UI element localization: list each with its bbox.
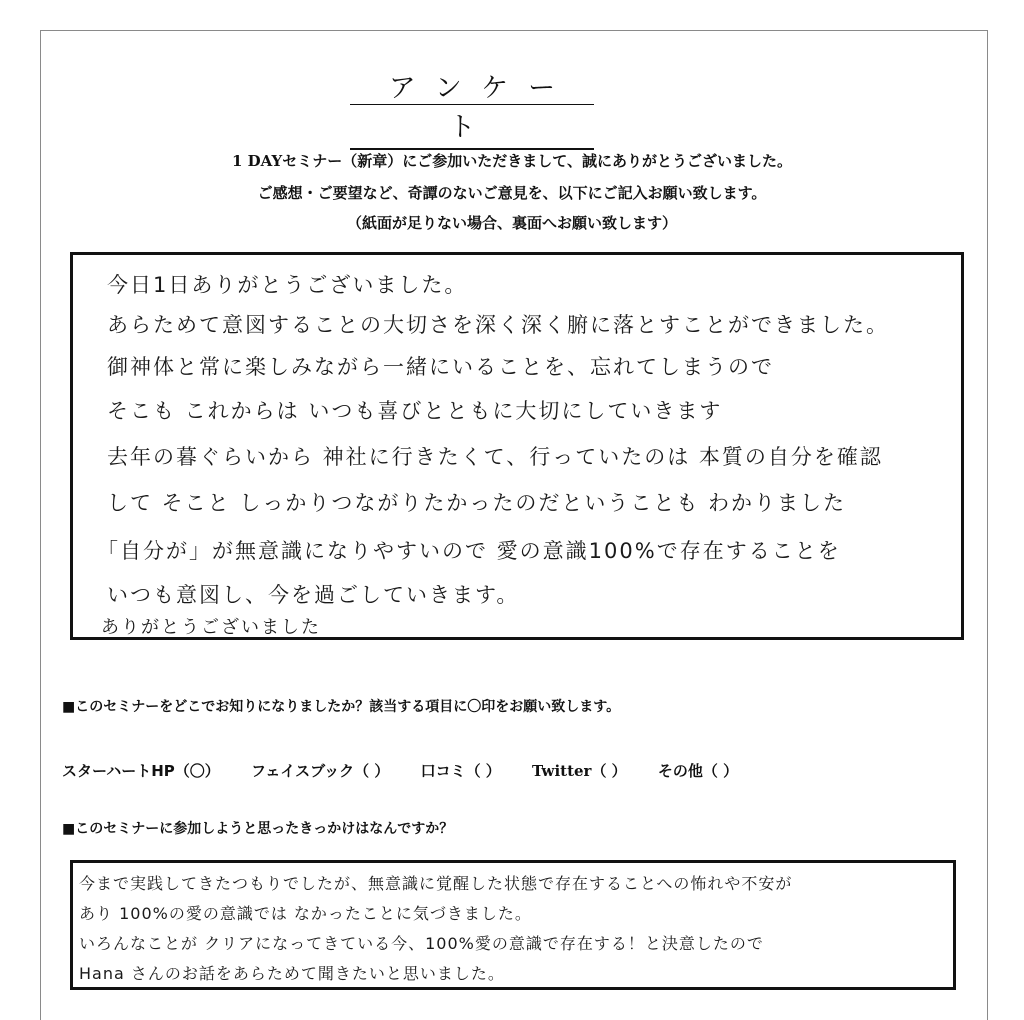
answer-line: Hana さんのお話をあらためて聞きたいと思いました。 <box>79 964 505 983</box>
answer-line: あらためて意図することの大切さを深く深く腑に落とすことができました。 <box>107 313 889 337</box>
answer-line: あり 100%の愛の意識では なかったことに気づきました。 <box>79 904 532 923</box>
answer-line: 今まで実践してきたつもりでしたが、無意識に覚醒した状態で存在することへの怖れや不安が <box>79 874 793 893</box>
option-kuchikomi[interactable]: 口コミ（ ） <box>420 762 501 780</box>
page-title: アンケート <box>350 66 594 150</box>
answer-line: いろんなことが クリアになってきている今、100%愛の意識で存在する！と決意したので <box>79 934 764 953</box>
answer-line: 御神体と常に楽しみながら一緒にいることを、忘れてしまうので <box>107 355 774 379</box>
answer-line: ありがとうございました <box>101 617 321 638</box>
answer-line: いつも意図し、今を過ごしていきます。 <box>107 583 520 607</box>
motivation-answer-box <box>70 860 956 990</box>
question-motivation: ■このセミナーに参加しようと思ったきっかけはなんですか？ <box>62 821 454 837</box>
answer-line: して そこと しっかりつながりたかったのだということも わかりました <box>107 491 847 515</box>
option-starheart-hp[interactable]: スターハートHP（〇） <box>62 762 220 780</box>
answer-line: 去年の暮ぐらいから 神社に行きたくて、行っていたのは 本質の自分を確認 <box>107 445 883 469</box>
answer-line: 「自分が」が無意識になりやすいので 愛の意識100%で存在することを <box>97 539 841 563</box>
intro-line-2: ご感想・ご要望など、奇譚のないご意見を、以下にご記入お願い致します。 <box>257 184 767 202</box>
intro-line-3: （紙面が足りない場合、裏面へお願い致します） <box>346 214 677 232</box>
option-facebook[interactable]: フェイスブック（ ） <box>251 762 390 780</box>
answer-line: そこも これからは いつも喜びとともに大切にしていきます <box>107 399 723 423</box>
option-other[interactable]: その他（ ） <box>657 762 739 780</box>
title-underline <box>350 104 594 105</box>
option-twitter[interactable]: Twitter（ ） <box>532 762 627 780</box>
answer-line: 今日1日ありがとうございました。 <box>107 273 468 297</box>
intro-line-1: 1 DAYセミナー（新章）にご参加いただきまして、誠にありがとうございました。 <box>232 152 792 170</box>
source-options <box>62 760 764 781</box>
impression-answer-box <box>70 252 964 640</box>
question-how-found: ■このセミナーをどこでお知りになりましたか？該当する項目に〇印をお願い致します。 <box>62 699 621 715</box>
